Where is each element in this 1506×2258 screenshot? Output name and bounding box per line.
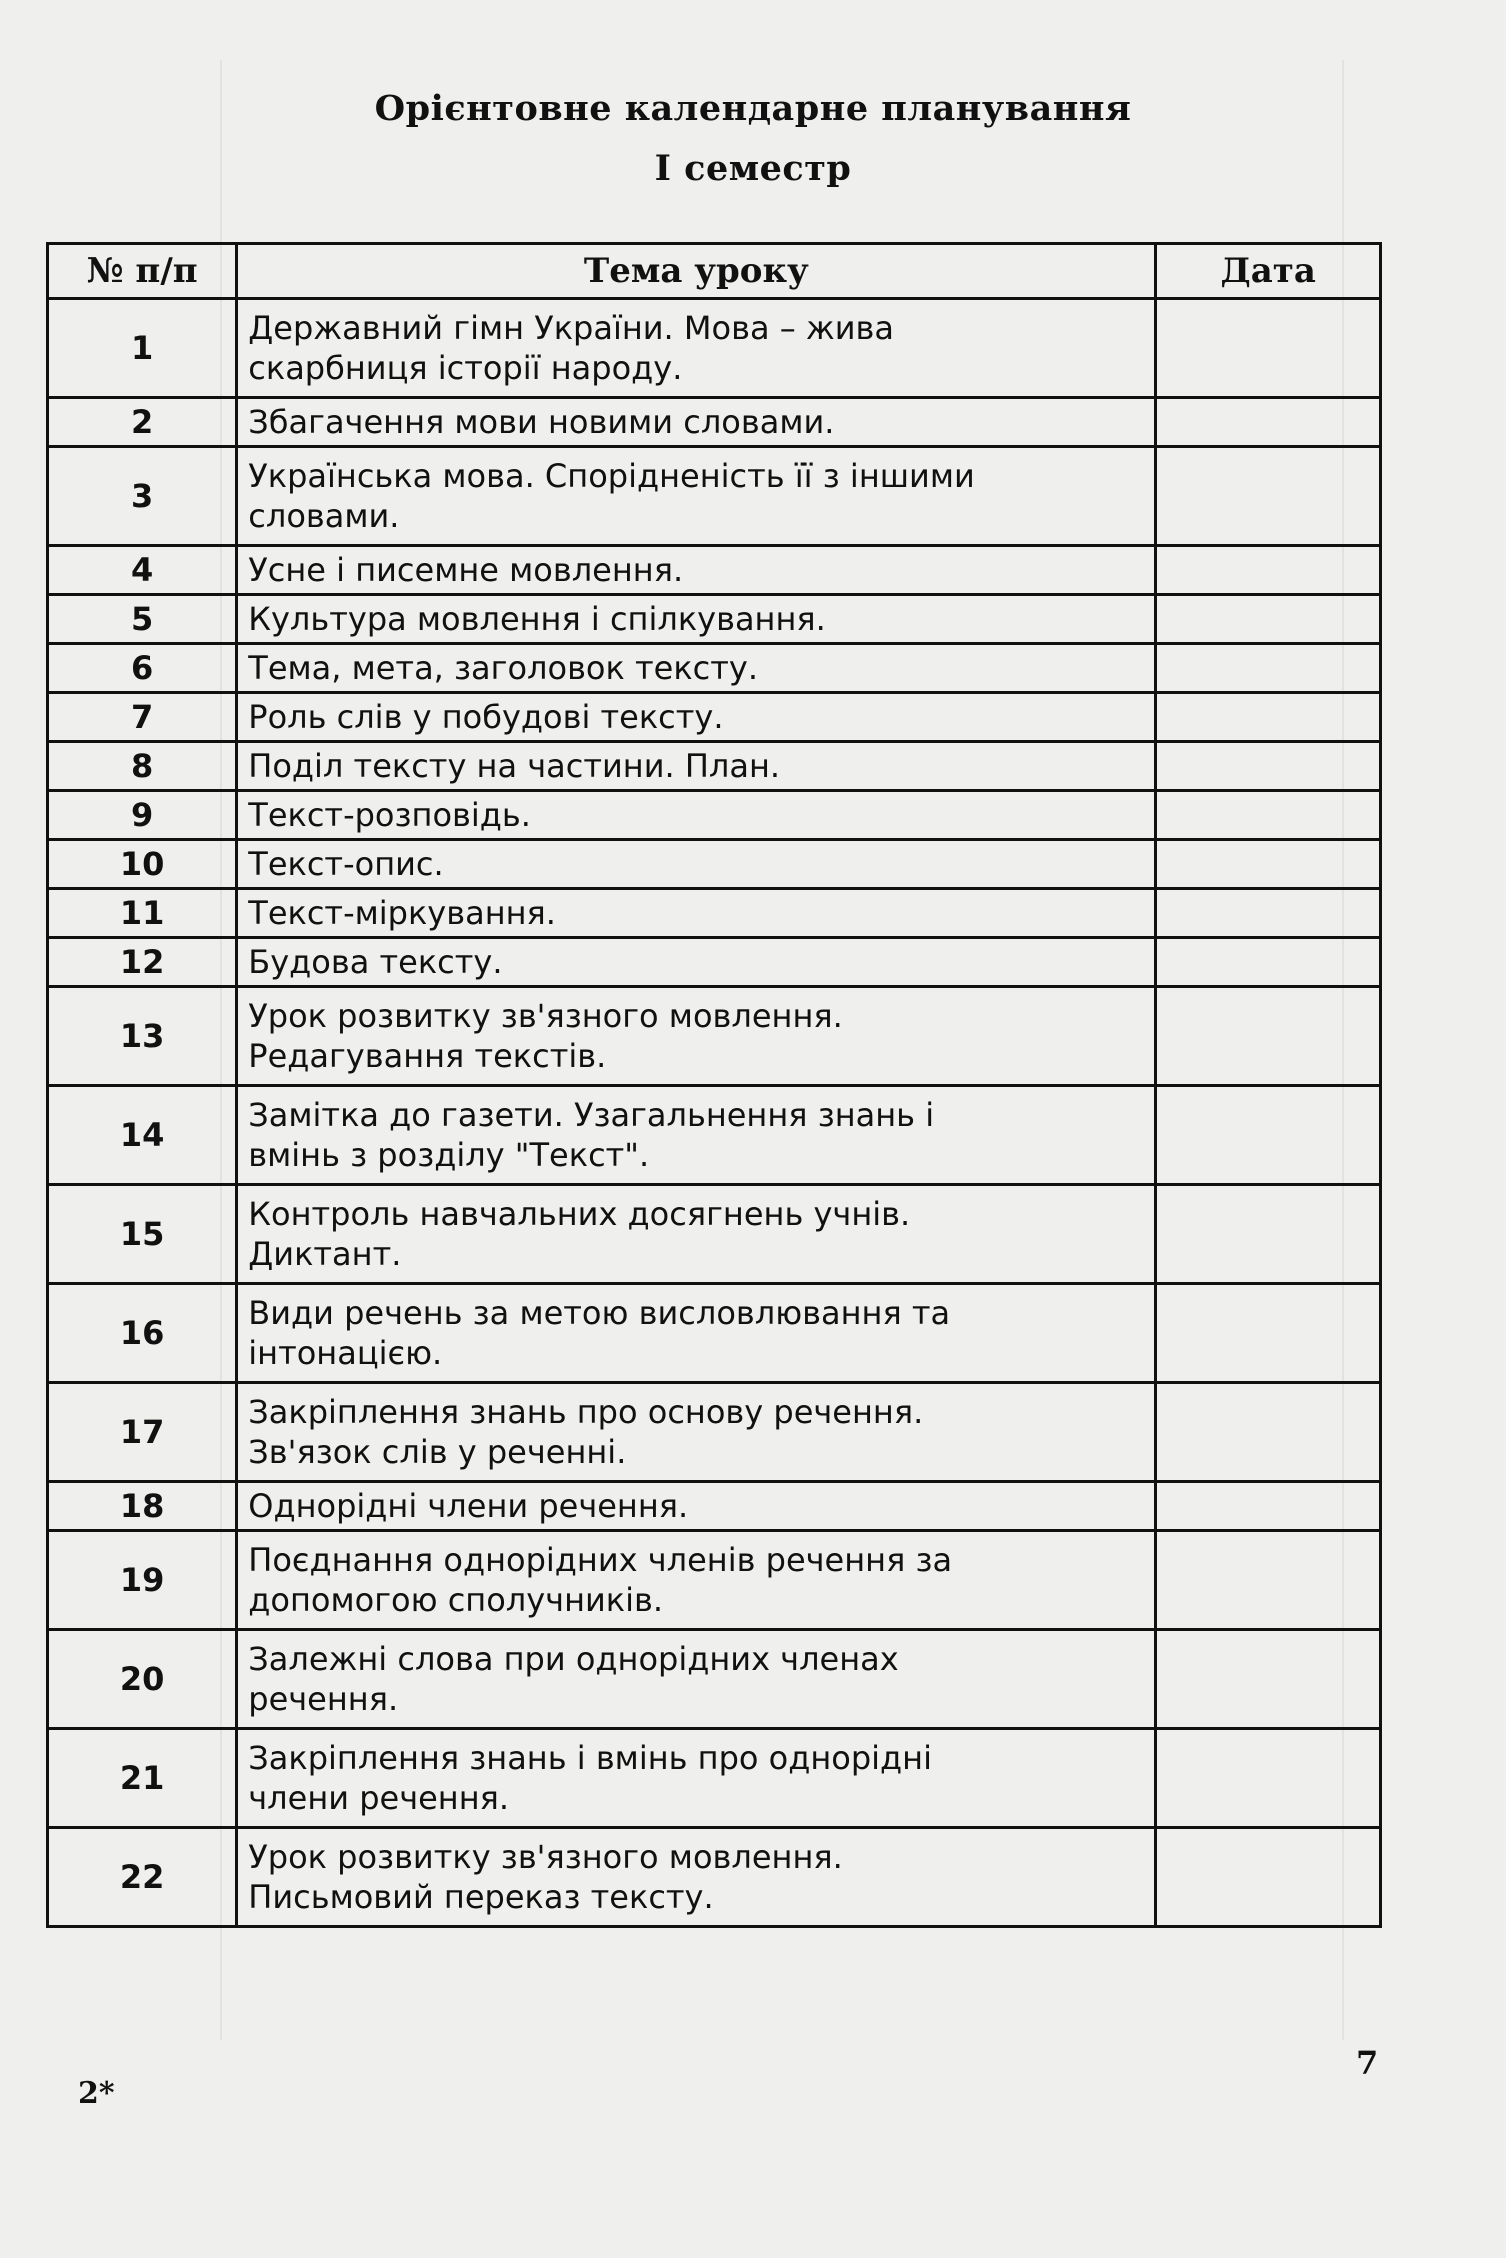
lesson-date-cell[interactable] [1156, 938, 1381, 987]
header-topic: Тема уроку [237, 244, 1156, 299]
lesson-topic [237, 742, 1156, 791]
table-header-row [48, 244, 1381, 299]
lesson-topic-line: Роль слів у побудові тексту. [248, 698, 724, 736]
table-row [48, 840, 1381, 889]
lesson-date-cell[interactable] [1156, 447, 1381, 546]
lesson-topic-line: допомогою сполучників. [248, 1581, 664, 1619]
lesson-topic [237, 1383, 1156, 1482]
lesson-date-cell[interactable] [1156, 1185, 1381, 1284]
lesson-topic-line: Зв'язок слів у реченні. [248, 1433, 627, 1471]
lesson-number: 8 [48, 742, 237, 791]
table-row [48, 791, 1381, 840]
lesson-date-cell[interactable] [1156, 840, 1381, 889]
lesson-topic-line: Однорідні члени речення. [248, 1487, 689, 1525]
lesson-plan-table [46, 242, 1382, 1928]
lesson-topic [237, 595, 1156, 644]
table-row [48, 889, 1381, 938]
lesson-topic-line: Збагачення мови новими словами. [248, 403, 835, 441]
lesson-topic-line: Замітка до газети. Узагальнення знань і [248, 1096, 935, 1134]
lesson-topic-line: Поділ тексту на частини. План. [248, 747, 781, 785]
lesson-topic-line: вмінь з розділу "Текст". [248, 1136, 650, 1174]
table-row [48, 742, 1381, 791]
lesson-number: 13 [48, 987, 237, 1086]
lesson-number: 18 [48, 1482, 237, 1531]
lesson-topic-line: речення. [248, 1680, 399, 1718]
lesson-topic [237, 1086, 1156, 1185]
table-row [48, 1284, 1381, 1383]
lesson-topic-line: Закріплення знань і вмінь про однорідні [248, 1739, 932, 1777]
lesson-number: 1 [48, 299, 237, 398]
lesson-topic-line: Культура мовлення і спілкування. [248, 600, 826, 638]
table-row [48, 1729, 1381, 1828]
lesson-number: 10 [48, 840, 237, 889]
lesson-number: 14 [48, 1086, 237, 1185]
lesson-number: 20 [48, 1630, 237, 1729]
lesson-topic [237, 1630, 1156, 1729]
lesson-topic-line: Тема, мета, заголовок тексту. [248, 649, 758, 687]
lesson-topic-line: Українська мова. Спорідненість її з іншими [248, 457, 975, 495]
lesson-number: 22 [48, 1828, 237, 1927]
table-row [48, 299, 1381, 398]
table-row [48, 398, 1381, 447]
table-row [48, 1482, 1381, 1531]
lesson-number: 15 [48, 1185, 237, 1284]
lesson-topic [237, 1185, 1156, 1284]
lesson-topic [237, 1284, 1156, 1383]
lesson-number: 2 [48, 398, 237, 447]
page-number: 7 [1356, 2044, 1379, 2082]
lesson-topic [237, 398, 1156, 447]
lesson-topic-line: Редагування текстів. [248, 1037, 607, 1075]
table-row [48, 987, 1381, 1086]
lesson-topic-line: Будова тексту. [248, 943, 503, 981]
lesson-date-cell[interactable] [1156, 1630, 1381, 1729]
lesson-topic [237, 447, 1156, 546]
lesson-topic-line: інтонацією. [248, 1334, 443, 1372]
lesson-date-cell[interactable] [1156, 1828, 1381, 1927]
lesson-topic [237, 791, 1156, 840]
lesson-topic [237, 987, 1156, 1086]
lesson-topic-line: Текст-міркування. [248, 894, 556, 932]
lesson-topic [237, 299, 1156, 398]
table-row [48, 1185, 1381, 1284]
lesson-topic [237, 1482, 1156, 1531]
lesson-topic [237, 644, 1156, 693]
lesson-topic-line: Закріплення знань про основу речення. [248, 1393, 924, 1431]
lesson-number: 9 [48, 791, 237, 840]
table-row [48, 644, 1381, 693]
lesson-topic-line: Текст-розповідь. [248, 796, 531, 834]
lesson-number: 6 [48, 644, 237, 693]
lesson-topic [237, 1729, 1156, 1828]
lesson-number: 11 [48, 889, 237, 938]
lesson-topic-line: словами. [248, 497, 400, 535]
lesson-topic [237, 840, 1156, 889]
lesson-topic [237, 1828, 1156, 1927]
lesson-date-cell[interactable] [1156, 398, 1381, 447]
lesson-topic-line: Диктант. [248, 1235, 402, 1273]
table-row [48, 447, 1381, 546]
lesson-number: 4 [48, 546, 237, 595]
table-row [48, 1630, 1381, 1729]
table-row [48, 938, 1381, 987]
lesson-topic-line: Державний гімн України. Мова – жива [248, 309, 894, 347]
lesson-date-cell[interactable] [1156, 546, 1381, 595]
lesson-topic-line: Залежні слова при однорідних членах [248, 1640, 899, 1678]
table-row [48, 1531, 1381, 1630]
lesson-topic [237, 546, 1156, 595]
table-row [48, 693, 1381, 742]
lesson-topic-line: Урок розвитку зв'язного мовлення. [248, 1838, 843, 1876]
lesson-date-cell[interactable] [1156, 1531, 1381, 1630]
lesson-topic [237, 693, 1156, 742]
lesson-topic-line: Урок розвитку зв'язного мовлення. [248, 997, 843, 1035]
lesson-topic-line: Контроль навчальних досягнень учнів. [248, 1195, 911, 1233]
lesson-topic-line: Усне і писемне мовлення. [248, 551, 684, 589]
lesson-topic [237, 889, 1156, 938]
lesson-date-cell[interactable] [1156, 987, 1381, 1086]
lesson-number: 12 [48, 938, 237, 987]
lesson-date-cell[interactable] [1156, 299, 1381, 398]
lesson-date-cell[interactable] [1156, 791, 1381, 840]
table-row [48, 1383, 1381, 1482]
lesson-date-cell[interactable] [1156, 742, 1381, 791]
header-date: Дата [1156, 244, 1381, 299]
lesson-topic-line: члени речення. [248, 1779, 510, 1817]
lesson-topic [237, 938, 1156, 987]
lesson-topic-line: Види речень за метою висловлювання та [248, 1294, 951, 1332]
table-row [48, 595, 1381, 644]
signature-mark: 2* [78, 2076, 115, 2111]
table-body [48, 299, 1381, 1927]
lesson-number: 21 [48, 1729, 237, 1828]
lesson-topic-line: Текст-опис. [248, 845, 444, 883]
lesson-date-cell[interactable] [1156, 1284, 1381, 1383]
header-number: № п/п [48, 244, 237, 299]
page-title: Орієнтовне календарне планування [374, 88, 1132, 129]
lesson-date-cell[interactable] [1156, 693, 1381, 742]
lesson-number: 16 [48, 1284, 237, 1383]
lesson-date-cell[interactable] [1156, 644, 1381, 693]
semester-subtitle: I семестр [654, 148, 852, 189]
lesson-topic-line: Поєднання однорідних членів речення за [248, 1541, 953, 1579]
lesson-date-cell[interactable] [1156, 1729, 1381, 1828]
lesson-number: 3 [48, 447, 237, 546]
lesson-date-cell[interactable] [1156, 1482, 1381, 1531]
lesson-topic-line: скарбниця історії народу. [248, 349, 683, 387]
lesson-number: 19 [48, 1531, 237, 1630]
table-row [48, 546, 1381, 595]
table-row [48, 1086, 1381, 1185]
lesson-date-cell[interactable] [1156, 595, 1381, 644]
lesson-date-cell[interactable] [1156, 889, 1381, 938]
table-row [48, 1828, 1381, 1927]
lesson-topic-line: Письмовий переказ тексту. [248, 1878, 714, 1916]
lesson-topic [237, 1531, 1156, 1630]
lesson-date-cell[interactable] [1156, 1383, 1381, 1482]
lesson-number: 5 [48, 595, 237, 644]
lesson-date-cell[interactable] [1156, 1086, 1381, 1185]
lesson-number: 17 [48, 1383, 237, 1482]
lesson-number: 7 [48, 693, 237, 742]
